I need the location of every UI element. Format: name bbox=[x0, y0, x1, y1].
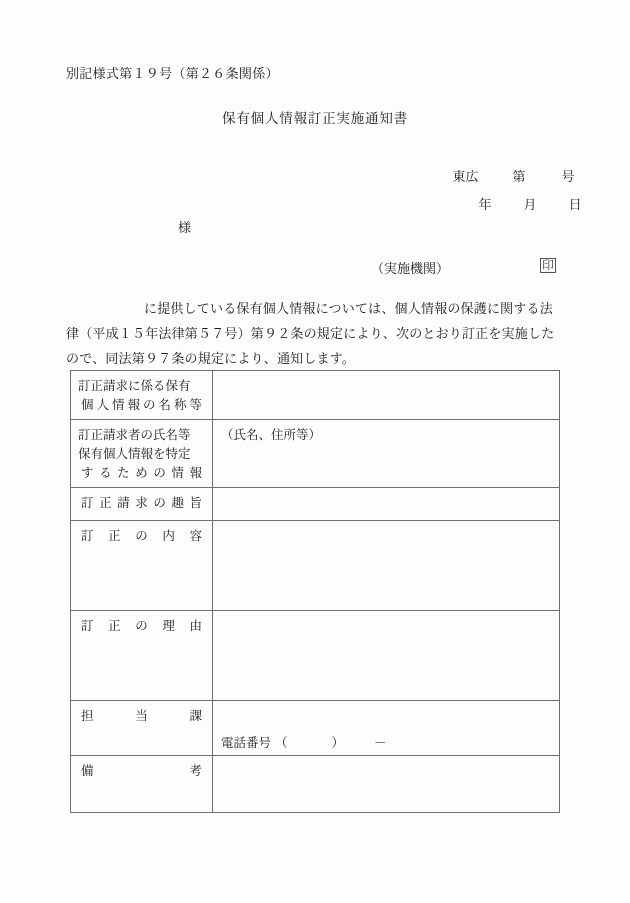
date-year-label: 年 bbox=[478, 198, 492, 213]
label-line: 訂正の理由 bbox=[81, 618, 202, 633]
date-day-label: 日 bbox=[568, 198, 582, 213]
doc-number-label: 第 bbox=[512, 170, 526, 185]
phone-number-line[interactable] bbox=[221, 733, 387, 751]
label-line: 個人情報の名称等 bbox=[81, 397, 202, 412]
value-text: （氏名、住所等） bbox=[221, 427, 322, 442]
label-line: 訂正の内容 bbox=[81, 528, 202, 543]
doc-number-suffix: 号 bbox=[561, 170, 575, 185]
row-value-correction-target[interactable] bbox=[213, 371, 560, 420]
document-date-row bbox=[462, 179, 582, 228]
document-title: 保有個人情報訂正実施通知書 bbox=[222, 111, 408, 127]
table-row bbox=[71, 611, 560, 701]
label-line: 訂正請求に係る保有 bbox=[78, 378, 191, 393]
form-table-body bbox=[71, 371, 560, 813]
table-row bbox=[71, 756, 560, 813]
date-month-label: 月 bbox=[523, 198, 537, 213]
label-line: 訂正請求者の氏名等 bbox=[78, 427, 191, 442]
table-row bbox=[71, 521, 560, 611]
row-label-request-purpose bbox=[71, 488, 213, 521]
row-value-correction-reason[interactable] bbox=[213, 611, 560, 701]
row-label-requester-info bbox=[71, 420, 213, 488]
label-line: 備考 bbox=[81, 763, 202, 778]
addressee-suffix: 様 bbox=[178, 221, 192, 236]
issuing-organ-label: （実施機関） bbox=[371, 262, 450, 277]
label-line: 保有個人情報を特定 bbox=[78, 446, 191, 461]
table-row bbox=[71, 420, 560, 488]
row-label-remarks bbox=[71, 756, 213, 813]
row-value-department[interactable] bbox=[213, 701, 560, 756]
table-row bbox=[71, 701, 560, 756]
row-value-remarks[interactable] bbox=[213, 756, 560, 813]
body-paragraph bbox=[66, 297, 566, 372]
body-text: に提供している保有個人情報については、個人情報の保護に関する法律（平成１５年法律第５７号）第９２条の規定により、次のとおり訂正を実施したので、同法第９７条の規定により、通知します。 bbox=[66, 302, 555, 367]
label-line: 担当課 bbox=[81, 708, 202, 723]
seal-stamp-icon: 印 bbox=[542, 258, 555, 272]
table-row bbox=[71, 488, 560, 521]
row-label-correction-target bbox=[71, 371, 213, 420]
row-value-request-purpose[interactable] bbox=[213, 488, 560, 521]
label-line: 訂正請求の趣旨 bbox=[81, 495, 202, 510]
row-value-requester-info[interactable] bbox=[213, 420, 560, 488]
form-table bbox=[70, 370, 560, 813]
form-number-label: 別記様式第１９号（第２６条関係） bbox=[66, 67, 279, 82]
row-value-correction-content[interactable] bbox=[213, 521, 560, 611]
phone-close-paren: ） bbox=[331, 735, 344, 750]
doc-number-prefix: 東広 bbox=[452, 170, 479, 185]
row-label-correction-reason bbox=[71, 611, 213, 701]
row-label-department bbox=[71, 701, 213, 756]
table-row bbox=[71, 371, 560, 420]
label-line: するための情報 bbox=[81, 465, 202, 480]
phone-prefix-label: 電話番号 （ bbox=[221, 735, 288, 750]
row-label-correction-content bbox=[71, 521, 213, 611]
phone-dash: － bbox=[374, 735, 387, 750]
